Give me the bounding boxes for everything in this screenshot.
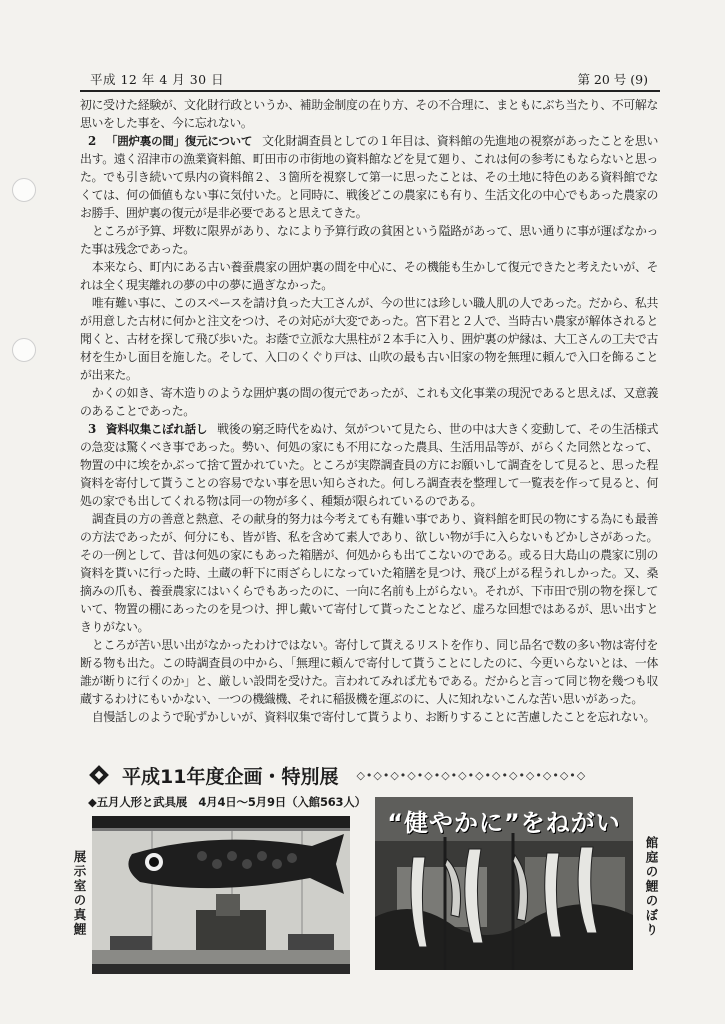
paragraph: 初に受けた経験が、文化財行政というか、補助金制度の在り方、その不合理に、まともにぶち当たり、不可解な思いをした事を、今に忘れない。 xyxy=(80,98,658,130)
photo-banner-text: “健やかに”をねがい xyxy=(387,809,621,837)
diamond-bullet-icon xyxy=(89,765,109,785)
issue-number: 第 20 号 (9) xyxy=(577,72,648,87)
issue-date: 平成 12 年 4 月 30 日 xyxy=(90,72,225,87)
section-title: 「囲炉裏の間」復元について xyxy=(105,134,253,148)
section-3 xyxy=(80,420,658,510)
photo-carp-streamers xyxy=(375,797,633,970)
paragraph: 自慢話しのようで恥ずかしいが、資料収集で寄付して貰うより、お断りすることに苦慮したことを忘れない。 xyxy=(91,710,655,724)
exhibit-subtitle: ◆五月人形と武具展 4月4日～5月9日（入館563人） xyxy=(88,795,366,809)
paragraph: 本来なら、町内にある古い養蚕農家の囲炉裏の間を中心に、その機能も生かして復元できたと考えたいが、それは全く現実離れの夢の中の夢に過ぎなかった。 xyxy=(80,260,658,292)
page-header xyxy=(80,66,660,94)
paragraph: 唯有難い事に、このスペースを請け負った大工さんが、今の世には珍しい職人肌の人であった。だから、私共が用意した古材に何かと注文をつけ、その対応が大変であった。宮下君と２人で、当時古い農家が解体されると聞くと、古材を探して飛び歩いた。お蔭で立派な大黒柱が２本手に入り、囲炉裏の炉縁は、大工さんの工夫で古材を生かし面目を施した。そして、入口のくぐり戸は、山吹の最も古い旧家の物を無理に頼んで入口を飾ることが出来た。 xyxy=(80,296,658,382)
photo-caption-left: 展示室の真鯉 xyxy=(72,850,87,937)
section-2 xyxy=(80,132,658,222)
header-rule xyxy=(80,90,660,92)
ornament-border: ◇•◇•◇•◇•◇•◇•◇•◇•◇•◇•◇•◇•◇•◇ xyxy=(356,768,587,782)
exhibit-heading xyxy=(86,760,666,790)
photo-carp-display xyxy=(92,816,350,974)
paragraph: かくの如き、寄木造りのような囲炉裏の間の復元であったが、これも文化事業の現況であると思えば、又意義のあることであった。 xyxy=(80,386,658,418)
binder-hole xyxy=(12,178,36,202)
section-title: 資料収集こぼれ話し xyxy=(105,422,208,436)
paragraph: ところが予算、坪数に限界があり、なにより予算行政の貧困という隘路があって、思い通りに事が運ばなかった事は残念であった。 xyxy=(80,224,658,256)
paragraph: 調査員の方の善意と熱意、その献身的努力は今考えても有難い事であり、資料館を町民の物にする為にも最善の方法であったが、何分にも、皆が皆、私を含めて素人であり、欲しい物が手に入らないもどかしさがあった。その一例として、昔は何処の家にもあった箱膳が、何処からも出てこないのである。或る日大島山の農家に別の資料を貰いに行った時、土蔵の軒下に雨ざらしになっていた箱膳を見つけ、飛び上がる程うれしかった。又、桑摘みの爪も、養蚕農家にはいくらでもあったのに、一向に名前も上がらない。それが、下市田で別の物を探していて、物置の棚にあったのを見つけ、押し戴いて寄付して貰ったことなど、虚ろな回想ではあるが、思い出すときりがない。 xyxy=(80,512,658,634)
carp-display-image xyxy=(92,816,350,974)
article-body xyxy=(80,96,658,726)
section-text: 戦後の窮乏時代をぬけ、気がついて見たら、世の中は大きく変動して、その生活様式の急変は驚くべき事であった。勢い、何処の家にも不用になった農具、生活用品等が、がらくた同然となって、物置の中に埃をかぶって捨て置かれていた。ところが実際調査員の方にお願いして調査をして見ると、思った程資料を寄付して貰うことの容易でない事を思い知らされた。何しろ調査表を整理して一覧表を作って見ると、何処の家でも出してくれる物は同一の物が多く、種類が限られているのである。 xyxy=(80,422,659,508)
binder-hole xyxy=(12,338,36,362)
section-number: 3 xyxy=(88,422,96,436)
paragraph: ところが苦い思い出がなかったわけではない。寄付して貰えるリストを作り、同じ品名で数の多い物は寄付を断る物も出た。この時調査員の中から、「無理に頼んで寄付して貰うことにしたのに、今更いらないとは、一体誰が断りに行くのか」と、厳しい設問を受けた。言われてみれば尤もである。だからと言って同じ物を幾つも収蔵するわけにもいかない、一つの機織機、それに稲扱機を運ぶのに、人に知れないこんな苦い思いがあった。 xyxy=(80,638,658,706)
section-number: 2 xyxy=(88,134,96,148)
exhibit-title: 平成11年度企画・特別展 xyxy=(122,765,339,788)
photo-caption-right: 館庭の鯉のぼり xyxy=(644,836,659,938)
section-text: 文化財調査員としての１年目は、資料館の先進地の視察があったことを思い出す。遠く沼津市の漁業資料館、町田市の市街地の資料館などを見て廻り、これは何の参考にもならないと思った。でも引き続いて県内の資料館２、３箇所を視察して第一に思ったことは、その土地に特色のある資料館でなくては、何の価値もない事に気付いた。と同時に、戦後どこの農家にも有り、生活文化の中心でもあった農家のお勝手、囲炉裏の復元が是非必要であると思えてきた。 xyxy=(80,134,658,220)
